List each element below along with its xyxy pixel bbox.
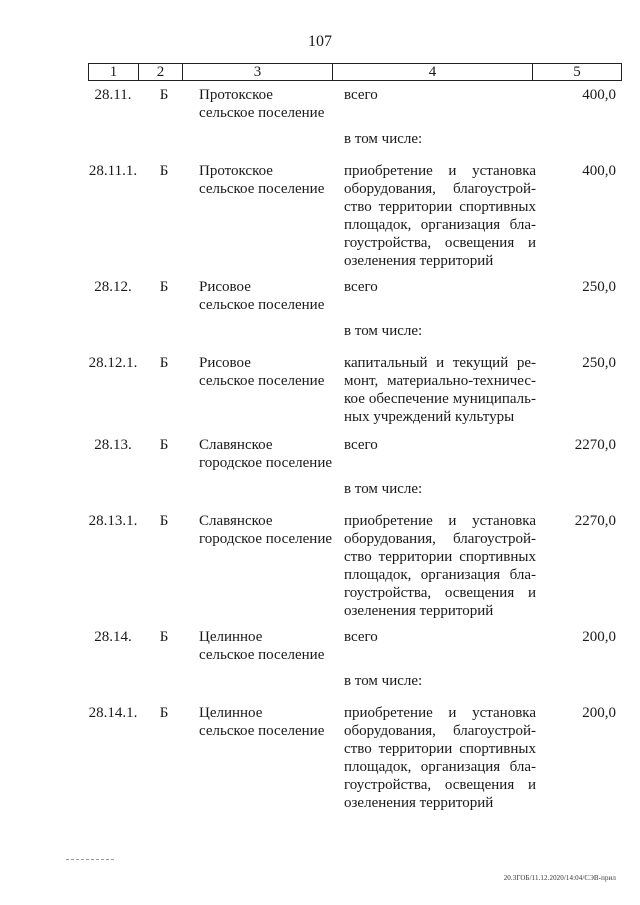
purpose-description-line: в том числе: — [344, 131, 423, 147]
document-code: 20.3ГОБ/11.12.2020/14:04/СЭВ-прил — [503, 874, 616, 882]
purpose-description — [344, 480, 536, 498]
purpose-description-line: озеленения территорий — [344, 795, 494, 811]
budget-category: Б — [159, 87, 169, 103]
settlement-name-line: городское поселение — [199, 455, 333, 471]
settlement-name — [199, 628, 339, 664]
amount: 200,0 — [582, 629, 616, 645]
purpose-description-line: в том числе: — [344, 481, 423, 497]
purpose-description-line: гоустройства, освещения и — [344, 585, 536, 601]
row-number: 28.11.1. — [88, 163, 138, 179]
purpose-description — [344, 130, 536, 148]
purpose-description-line: площадок, организация бла- — [344, 759, 536, 775]
purpose-description-line: приобретение и установка — [344, 513, 536, 529]
page-number: 107 — [308, 33, 332, 50]
settlement-name — [199, 704, 339, 740]
settlement-name-line: сельское поселение — [199, 647, 325, 663]
purpose-description — [344, 86, 536, 104]
purpose-description-line: всего — [344, 279, 378, 295]
settlement-name — [199, 354, 339, 390]
header-col-5: 5 — [573, 64, 581, 80]
purpose-description — [344, 436, 536, 454]
budget-category: Б — [159, 513, 169, 529]
settlement-name-line: Рисовое — [199, 279, 251, 295]
settlement-name-line: Целинное — [199, 629, 263, 645]
settlement-name — [199, 278, 339, 314]
settlement-name-line: Протокское — [199, 163, 273, 179]
settlement-name — [199, 162, 339, 198]
purpose-description — [344, 322, 536, 340]
budget-category: Б — [159, 437, 169, 453]
settlement-name — [199, 436, 339, 472]
amount: 250,0 — [582, 279, 616, 295]
settlement-name-line: сельское поселение — [199, 297, 325, 313]
purpose-description-line: оборудования, благоустрой- — [344, 723, 536, 739]
purpose-description-line: ство территории спортивных — [344, 741, 536, 757]
amount: 400,0 — [582, 163, 616, 179]
purpose-description-line: всего — [344, 437, 378, 453]
amount: 400,0 — [582, 87, 616, 103]
amount: 2270,0 — [574, 513, 616, 529]
row-number: 28.13.1. — [88, 513, 138, 529]
amount: 200,0 — [582, 705, 616, 721]
amount: 250,0 — [582, 355, 616, 371]
purpose-description-line: всего — [344, 629, 378, 645]
purpose-description-line: в том числе: — [344, 673, 423, 689]
row-number: 28.12. — [94, 279, 132, 295]
purpose-description-line: ных учреждений культуры — [344, 409, 515, 425]
budget-category: Б — [159, 705, 169, 721]
row-number: 28.14.1. — [88, 705, 138, 721]
purpose-description-line: приобретение и установка — [344, 163, 536, 179]
settlement-name-line: Славянское — [199, 437, 273, 453]
settlement-name-line: сельское поселение — [199, 181, 325, 197]
purpose-description — [344, 704, 536, 812]
purpose-description-line: всего — [344, 87, 378, 103]
settlement-name — [199, 512, 339, 548]
header-col-3: 3 — [183, 64, 333, 80]
purpose-description-line: ство территории спортивных — [344, 549, 536, 565]
purpose-description-line: озеленения территорий — [344, 253, 494, 269]
settlement-name-line: сельское поселение — [199, 373, 325, 389]
purpose-description-line: гоустройства, освещения и — [344, 777, 536, 793]
header-col-1: 1 — [89, 64, 139, 80]
purpose-description — [344, 512, 536, 620]
settlement-name-line: городское поселение — [199, 531, 333, 547]
settlement-name — [199, 86, 339, 122]
purpose-description-line: капитальный и текущий ре- — [344, 355, 536, 371]
settlement-name-line: Рисовое — [199, 355, 251, 371]
purpose-description-line: площадок, организация бла- — [344, 567, 536, 583]
purpose-description — [344, 278, 536, 296]
budget-category: Б — [159, 279, 169, 295]
purpose-description — [344, 672, 536, 690]
settlement-name-line: Славянское — [199, 513, 273, 529]
settlement-name-line: Целинное — [199, 705, 263, 721]
settlement-name-line: Протокское — [199, 87, 273, 103]
budget-category: Б — [159, 629, 169, 645]
purpose-description-line: гоустройства, освещения и — [344, 235, 536, 251]
purpose-description-line: озеленения территорий — [344, 603, 494, 619]
settlement-name-line: сельское поселение — [199, 105, 325, 121]
settlement-name-line: сельское поселение — [199, 723, 325, 739]
purpose-description-line: оборудования, благоустрой- — [344, 531, 536, 547]
row-number: 28.12.1. — [88, 355, 138, 371]
budget-category: Б — [159, 163, 169, 179]
purpose-description-line: площадок, организация бла- — [344, 217, 536, 233]
purpose-description-line: монт, материально-техничес- — [344, 373, 536, 389]
row-number: 28.13. — [94, 437, 132, 453]
row-number: 28.14. — [94, 629, 132, 645]
purpose-description-line: в том числе: — [344, 323, 423, 339]
header-col-2: 2 — [139, 64, 183, 80]
row-number: 28.11. — [94, 87, 132, 103]
purpose-description-line: кое обеспечение муниципаль- — [344, 391, 536, 407]
purpose-description — [344, 162, 536, 270]
purpose-description-line: оборудования, благоустрой- — [344, 181, 536, 197]
header-col-4: 4 — [333, 64, 533, 80]
purpose-description-line: ство территории спортивных — [344, 199, 536, 215]
purpose-description — [344, 628, 536, 646]
footer-divider — [66, 859, 114, 860]
purpose-description — [344, 354, 536, 426]
budget-category: Б — [159, 355, 169, 371]
purpose-description-line: приобретение и установка — [344, 705, 536, 721]
amount: 2270,0 — [574, 437, 616, 453]
table-header — [88, 63, 622, 81]
